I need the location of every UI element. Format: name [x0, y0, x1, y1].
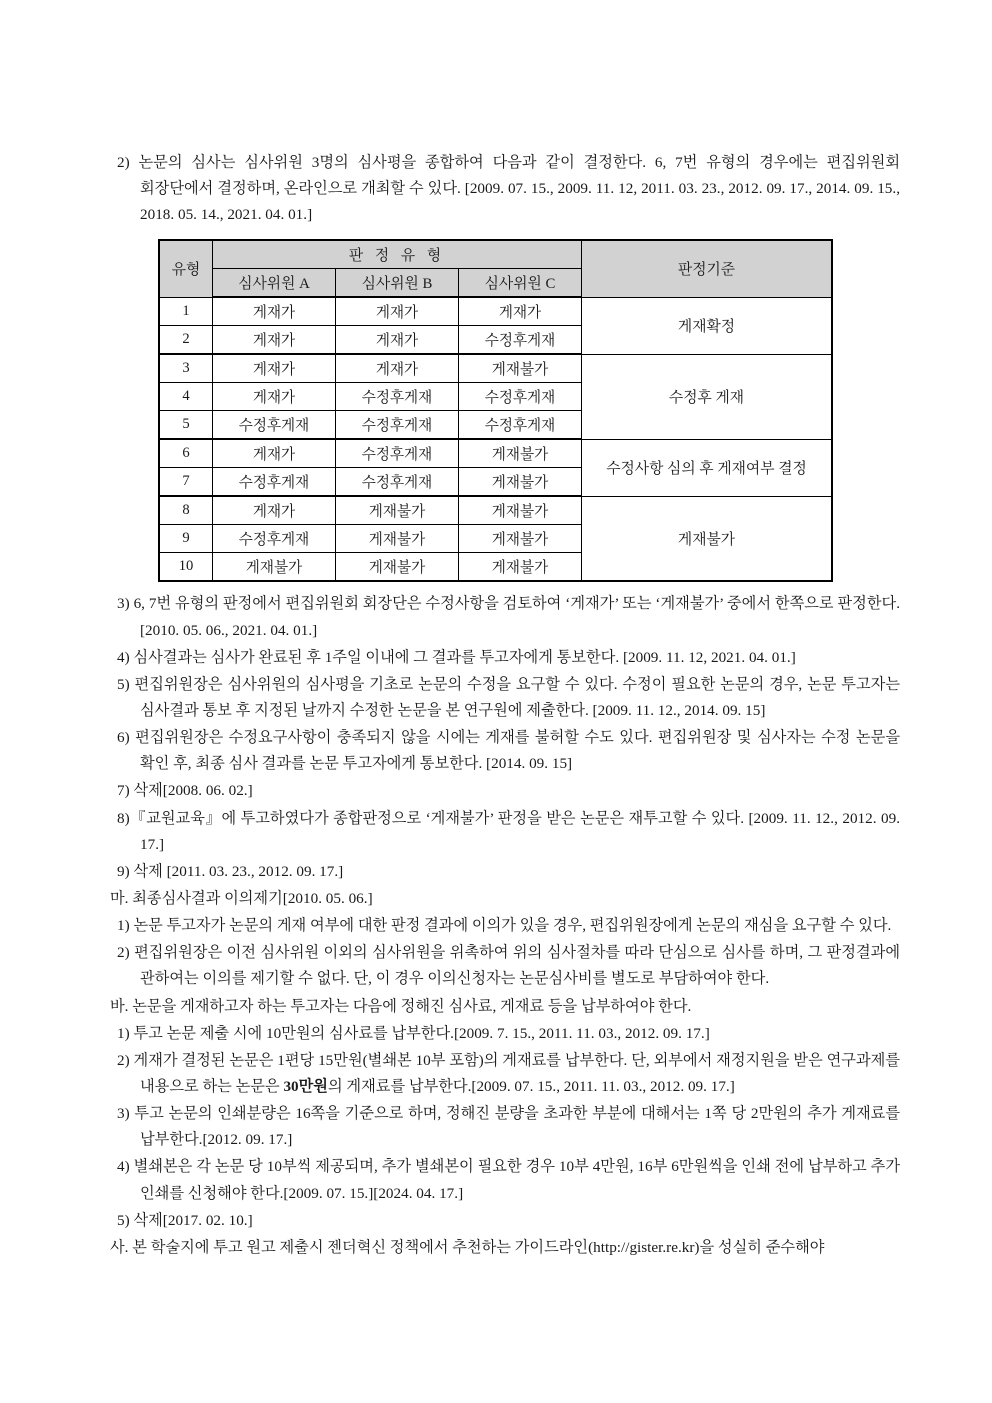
- paragraphs-after-table: [110, 591, 900, 1261]
- ma-item-2: [117, 940, 900, 992]
- ma-item-2-marker: 2): [117, 944, 130, 962]
- judgement-table: [158, 239, 833, 582]
- heading-sa: [110, 1235, 900, 1261]
- item-6-text: 편집위원장은 수정요구사항이 충족되지 않을 시에는 게재를 불허할 수도 있다. 편집위원장 및 심사자는 수정 논문을 확인 후, 최종 심사 결과를 논문 투고자에게 통보한다. [2014. 09. 15]: [129, 729, 900, 773]
- cell-reviewer-b: 수정후게재: [336, 468, 459, 497]
- cell-reviewer-b: 게재가: [336, 297, 459, 326]
- paragraphs-before-table: [110, 150, 900, 228]
- cell-reviewer-a: 게재가: [213, 496, 336, 525]
- item-4: [117, 645, 900, 671]
- heading-ba-text: 논문을 게재하고자 하는 투고자는 다음에 정해진 심사료, 게재료 등을 납부하여야 한다.: [128, 997, 692, 1015]
- ba-item-3: [117, 1101, 900, 1153]
- cell-reviewer-b: 수정후게재: [336, 439, 459, 468]
- heading-ba-marker: 바.: [110, 997, 129, 1015]
- cell-reviewer-a: 게재가: [213, 297, 336, 326]
- cell-type: 3: [159, 354, 213, 383]
- heading-ma: [110, 886, 900, 912]
- item-8-text: 『교원교육』에 투고하였다가 종합판정으로 ‘게재불가’ 판정을 받은 논문은 재투고할 수 있다. [2009. 11. 12., 2012. 09. 17.]: [129, 809, 900, 853]
- ba-item-4-text: 별쇄본은 각 논문 당 10부씩 제공되며, 추가 별쇄본이 필요한 경우 10부 4만원, 16부 6만원씩을 인쇄 전에 납부하고 추가 인쇄를 신청해야 한다.[2009. 07. 15.][2024. 04. 17.]: [129, 1158, 900, 1202]
- item-2: [117, 150, 900, 228]
- item-5-text: 편집위원장은 심사위원의 심사평을 기초로 논문의 수정을 요구할 수 있다. 수정이 필요한 논문의 경우, 논문 투고자는 심사결과 통보 후 지정된 날까지 수정한 논문을 본 연구원에 제출한다. [2009. 11. 12., 2014. 09. 15]: [129, 675, 900, 719]
- ba-item-5-marker: 5): [117, 1211, 130, 1229]
- cell-type: 7: [159, 468, 213, 497]
- heading-ma-marker: 마.: [110, 889, 129, 907]
- cell-reviewer-c: 게재불가: [459, 525, 582, 553]
- ma-item-2-text: 편집위원장은 이전 심사위원 이외의 심사위원을 위촉하여 위의 심사절차를 따라 단심으로 심사를 하며, 그 판정결과에 관하여는 이의를 제기할 수 없다. 단, 이 경우 이의신청자는 논문심사비를 별도로 부담하여야 한다.: [129, 944, 900, 988]
- cell-reviewer-a: 게재가: [213, 439, 336, 468]
- table-row: [159, 297, 832, 326]
- cell-type: 2: [159, 326, 213, 355]
- cell-reviewer-b: 게재불가: [336, 553, 459, 582]
- cell-reviewer-c: 게재불가: [459, 553, 582, 582]
- cell-reviewer-c: 게재가: [459, 297, 582, 326]
- cell-criteria: 수정사항 심의 후 게재여부 결정: [582, 439, 833, 496]
- cell-reviewer-a: 게재가: [213, 326, 336, 355]
- header-reviewer-b: 심사위원 B: [336, 269, 459, 298]
- cell-reviewer-a: 게재불가: [213, 553, 336, 582]
- heading-sa-marker: 사.: [110, 1238, 129, 1256]
- cell-reviewer-a: 수정후게재: [213, 525, 336, 553]
- cell-type: 1: [159, 297, 213, 326]
- cell-reviewer-b: 수정후게재: [336, 383, 459, 411]
- cell-reviewer-c: 수정후게재: [459, 411, 582, 440]
- item-3: [117, 591, 900, 643]
- item-7-marker: 7): [117, 782, 130, 800]
- table-head-row-1: [159, 240, 832, 269]
- item-2-marker: 2): [117, 154, 130, 171]
- ba-item-2: [117, 1048, 900, 1100]
- ba-item-2-marker: 2): [117, 1051, 130, 1069]
- cell-reviewer-c: 수정후게재: [459, 326, 582, 355]
- table-row: [159, 496, 832, 525]
- ba-item-1-marker: 1): [117, 1024, 130, 1042]
- heading-sa-text: 본 학술지에 투고 원고 제출시 젠더혁신 정책에서 추천하는 가이드라인(http://gister.re.kr)을 성실히 준수해야: [128, 1238, 825, 1256]
- header-reviewer-c: 심사위원 C: [459, 269, 582, 298]
- cell-type: 9: [159, 525, 213, 553]
- cell-criteria: 게재불가: [582, 496, 833, 581]
- cell-reviewer-b: 게재불가: [336, 496, 459, 525]
- ba-item-3-marker: 3): [117, 1105, 130, 1123]
- ba-item-5-text: 삭제[2017. 02. 10.]: [129, 1211, 253, 1229]
- item-9-marker: 9): [117, 862, 130, 880]
- cell-type: 8: [159, 496, 213, 525]
- ma-item-1: [117, 913, 900, 939]
- table-row: [159, 354, 832, 383]
- ba-item-4-marker: 4): [117, 1158, 130, 1176]
- cell-reviewer-b: 게재불가: [336, 525, 459, 553]
- judgement-table-wrapper: [158, 239, 900, 582]
- cell-reviewer-a: 수정후게재: [213, 468, 336, 497]
- item-7: [117, 778, 900, 804]
- ba-item-1-text: 투고 논문 제출 시에 10만원의 심사료를 납부한다.[2009. 7. 15., 2011. 11. 03., 2012. 09. 17.]: [129, 1024, 710, 1042]
- cell-type: 4: [159, 383, 213, 411]
- item-9-text: 삭제 [2011. 03. 23., 2012. 09. 17.]: [129, 862, 344, 880]
- cell-reviewer-a: 게재가: [213, 383, 336, 411]
- ba-item-2-text-after: 의 게재료를 납부한다.[2009. 07. 15., 2011. 11. 03., 2012. 09. 17.]: [327, 1077, 735, 1095]
- item-6-marker: 6): [117, 729, 130, 747]
- header-judgement-group: 판 정 유 형: [213, 240, 582, 269]
- cell-reviewer-c: 게재불가: [459, 496, 582, 525]
- table-head: [159, 240, 832, 297]
- header-criteria: 판정기준: [582, 240, 833, 297]
- ma-item-1-text: 논문 투고자가 논문의 게재 여부에 대한 판정 결과에 이의가 있을 경우, 편집위원장에게 논문의 재심을 요구할 수 있다.: [129, 917, 892, 935]
- item-8: [117, 806, 900, 858]
- cell-reviewer-b: 수정후게재: [336, 411, 459, 440]
- item-3-marker: 3): [117, 595, 130, 613]
- cell-criteria: 게재확정: [582, 297, 833, 354]
- cell-reviewer-a: 게재가: [213, 354, 336, 383]
- item-4-text: 심사결과는 심사가 완료된 후 1주일 이내에 그 결과를 투고자에게 통보한다. [2009. 11. 12, 2021. 04. 01.]: [129, 648, 796, 666]
- cell-reviewer-c: 게재불가: [459, 439, 582, 468]
- cell-type: 6: [159, 439, 213, 468]
- item-2-text: 논문의 심사는 심사위원 3명의 심사평을 종합하여 다음과 같이 결정한다. 6, 7번 유형의 경우에는 편집위원회 회장단에서 결정하며, 온라인으로 개최할 수 있다. [2009. 07. 15., 2009. 11. 12, 2011. 03. 23., 2012. 09. 17., 2014. 09. 15., 2018. 05. 14., 2021. 04. 01.]: [129, 154, 900, 224]
- cell-reviewer-c: 게재불가: [459, 354, 582, 383]
- ba-item-4: [117, 1154, 900, 1206]
- ba-item-3-text: 투고 논문의 인쇄분량은 16쪽을 기준으로 하며, 정해진 분량을 초과한 부분에 대해서는 1쪽 당 2만원의 추가 게재료를 납부한다.[2012. 09. 17.]: [129, 1105, 900, 1149]
- item-4-marker: 4): [117, 648, 130, 666]
- item-9: [117, 859, 900, 885]
- ba-item-5: [117, 1208, 900, 1234]
- cell-reviewer-c: 수정후게재: [459, 383, 582, 411]
- ba-item-1: [117, 1021, 900, 1047]
- cell-criteria: 수정후 게재: [582, 354, 833, 439]
- table-body: [159, 297, 832, 581]
- cell-reviewer-b: 게재가: [336, 326, 459, 355]
- heading-ba: [110, 994, 900, 1020]
- table-row: [159, 439, 832, 468]
- item-6: [117, 725, 900, 777]
- item-5: [117, 672, 900, 724]
- header-type: 유형: [159, 240, 213, 297]
- cell-reviewer-c: 게재불가: [459, 468, 582, 497]
- cell-type: 10: [159, 553, 213, 582]
- cell-reviewer-b: 게재가: [336, 354, 459, 383]
- heading-ma-text: 최종심사결과 이의제기[2010. 05. 06.]: [128, 889, 373, 907]
- header-reviewer-a: 심사위원 A: [213, 269, 336, 298]
- cell-reviewer-a: 수정후게재: [213, 411, 336, 440]
- ba-item-2-text-before: 게재가 결정된 논문은 1편당 15만원(별쇄본 10부 포함)의 게재료를 납부한다. 단, 외부에서 재정지원을 받은 연구과제를 내용으로 하는 논문은: [129, 1051, 900, 1095]
- item-8-marker: 8): [117, 809, 130, 827]
- item-3-text: 6, 7번 유형의 판정에서 편집위원회 회장단은 수정사항을 검토하여 ‘게재가’ 또는 ‘게재불가’ 중에서 한쪽으로 판정한다. [2010. 05. 06., 2021. 04. 01.]: [129, 595, 900, 639]
- item-7-text: 삭제[2008. 06. 02.]: [129, 782, 253, 800]
- ba-item-2-emphasis: 30만원: [283, 1077, 328, 1095]
- cell-type: 5: [159, 411, 213, 440]
- ma-item-1-marker: 1): [117, 917, 130, 935]
- item-5-marker: 5): [117, 675, 130, 693]
